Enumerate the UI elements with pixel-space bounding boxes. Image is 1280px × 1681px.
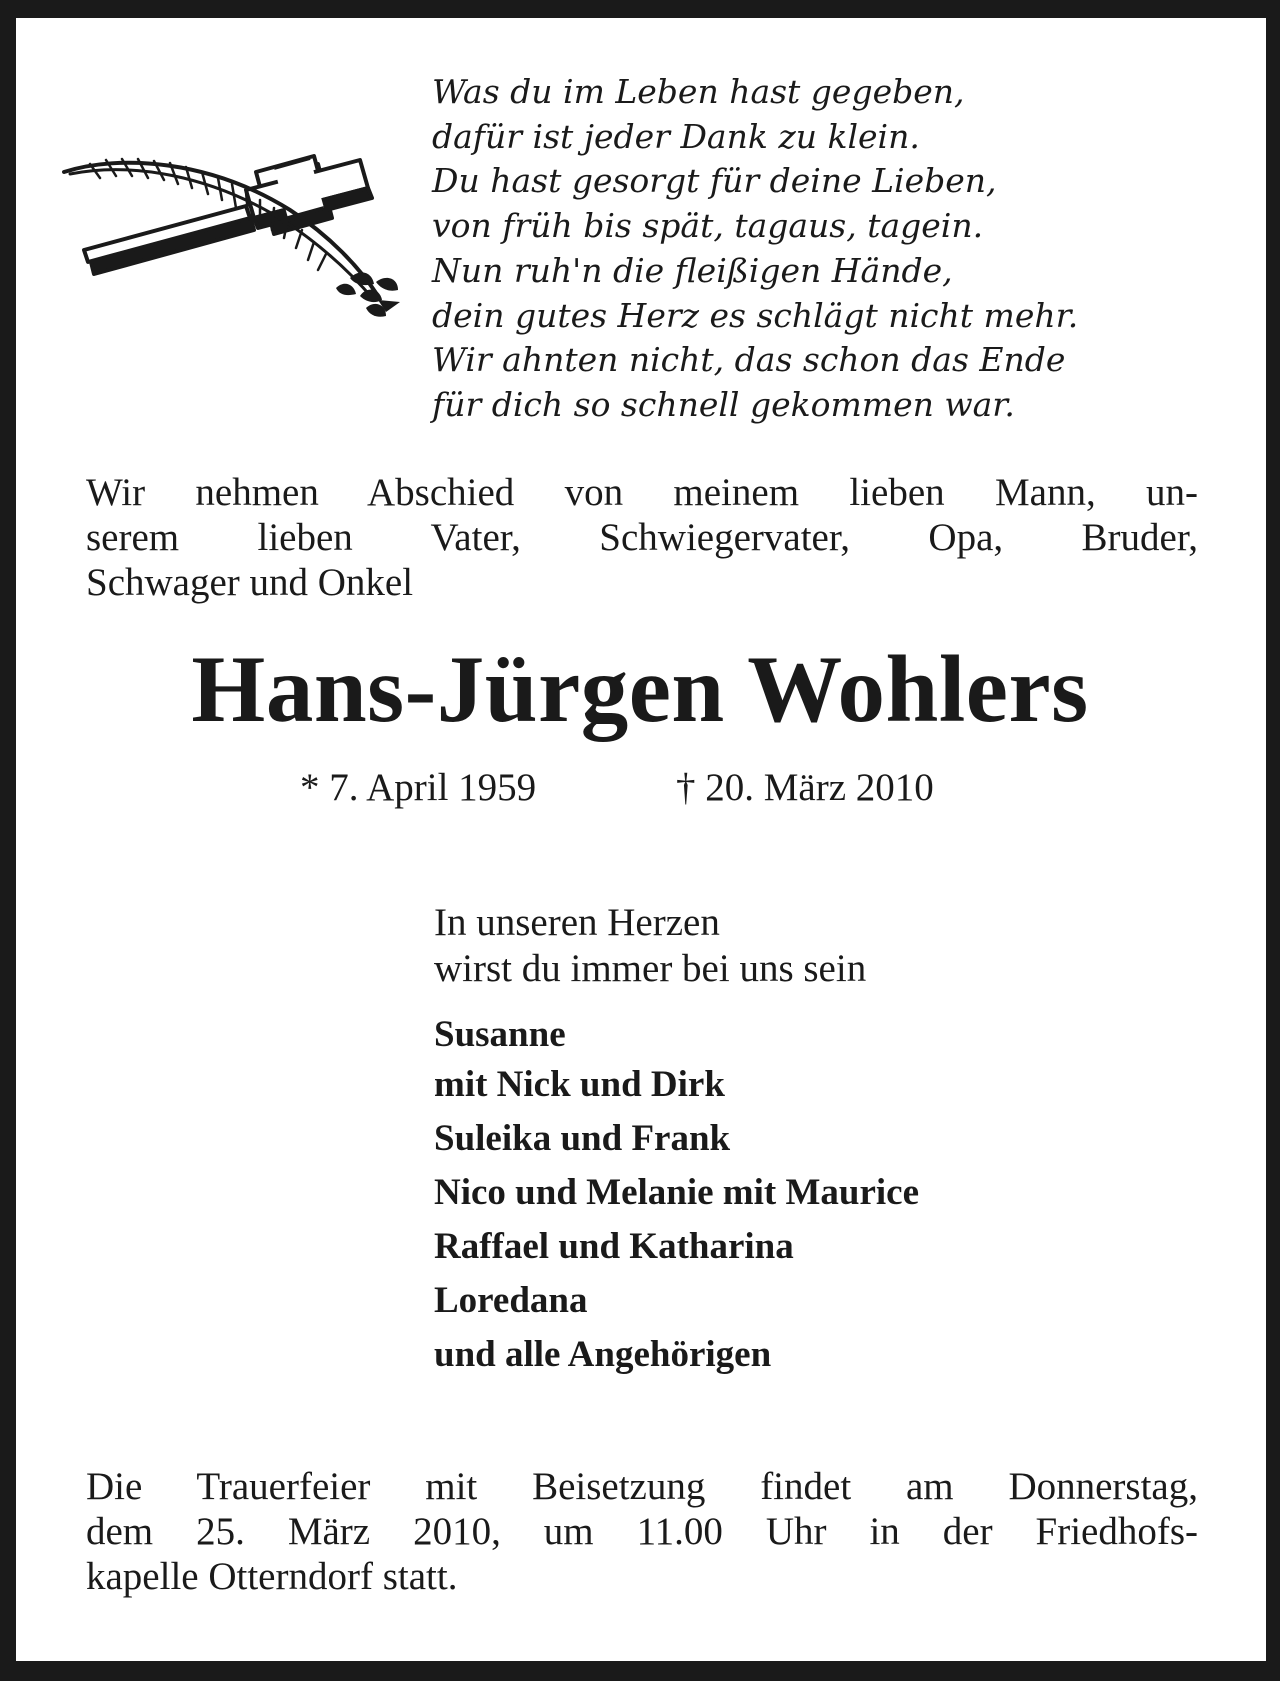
poem-line: von früh bis spät, tagaus, tagein. xyxy=(432,206,984,246)
mourner-entry: Susanne xyxy=(434,1014,566,1055)
mourner-entry: mit Nick und Dirk xyxy=(434,1064,725,1105)
mourner-entry: Nico und Melanie mit Maurice xyxy=(434,1172,920,1213)
farewell-line: Wir nehmen Abschied von meinem lieben Mann, un- xyxy=(86,471,1198,514)
birth-date: * 7. April 1959 xyxy=(300,766,537,809)
poem-line: für dich so schnell gekommen war. xyxy=(432,384,1015,424)
poem-line: Nun ruh'n die fleißigen Hände, xyxy=(432,250,953,290)
service-line: kapelle Otterndorf statt. xyxy=(86,1555,458,1598)
service-line: dem 25. März 2010, um 11.00 Uhr in der Friedhofs- xyxy=(86,1510,1198,1553)
memory-line: In unseren Herzen xyxy=(434,901,720,944)
farewell-line: Schwager und Onkel xyxy=(86,561,414,604)
poem-line: Was du im Leben hast gegeben, xyxy=(432,72,965,111)
funeral-service-info xyxy=(86,1464,1198,1599)
death-date: † 20. März 2010 xyxy=(676,766,934,809)
memory-line: wirst du immer bei uns sein xyxy=(434,947,867,990)
farewell-paragraph xyxy=(86,470,1198,605)
mourner-entry: Suleika und Frank xyxy=(434,1118,731,1159)
farewell-line: serem lieben Vater, Schwiegervater, Opa, Bruder, xyxy=(86,516,1198,559)
poem-line: dafür ist jeder Dank zu klein. xyxy=(432,116,920,156)
poem-line: Wir ahnten nicht, das schon das Ende xyxy=(432,340,1066,380)
service-line: Die Trauerfeier mit Beisetzung findet am Donnerstag, xyxy=(86,1465,1198,1508)
deceased-name: Hans-Jürgen Wohlers xyxy=(191,636,1089,742)
mourner-entry: und alle Angehörigen xyxy=(434,1334,772,1375)
mourner-entry: Raffael und Katharina xyxy=(434,1226,794,1267)
poem xyxy=(432,70,1192,428)
mourners-list xyxy=(434,1012,1194,1382)
cross-with-palm-frond-icon xyxy=(60,150,420,330)
poem-line: Du hast gesorgt für deine Lieben, xyxy=(432,161,997,201)
memory-phrase xyxy=(434,900,1194,992)
poem-line: dein gutes Herz es schlägt nicht mehr. xyxy=(432,295,1079,335)
mourner-entry: Loredana xyxy=(434,1280,588,1321)
